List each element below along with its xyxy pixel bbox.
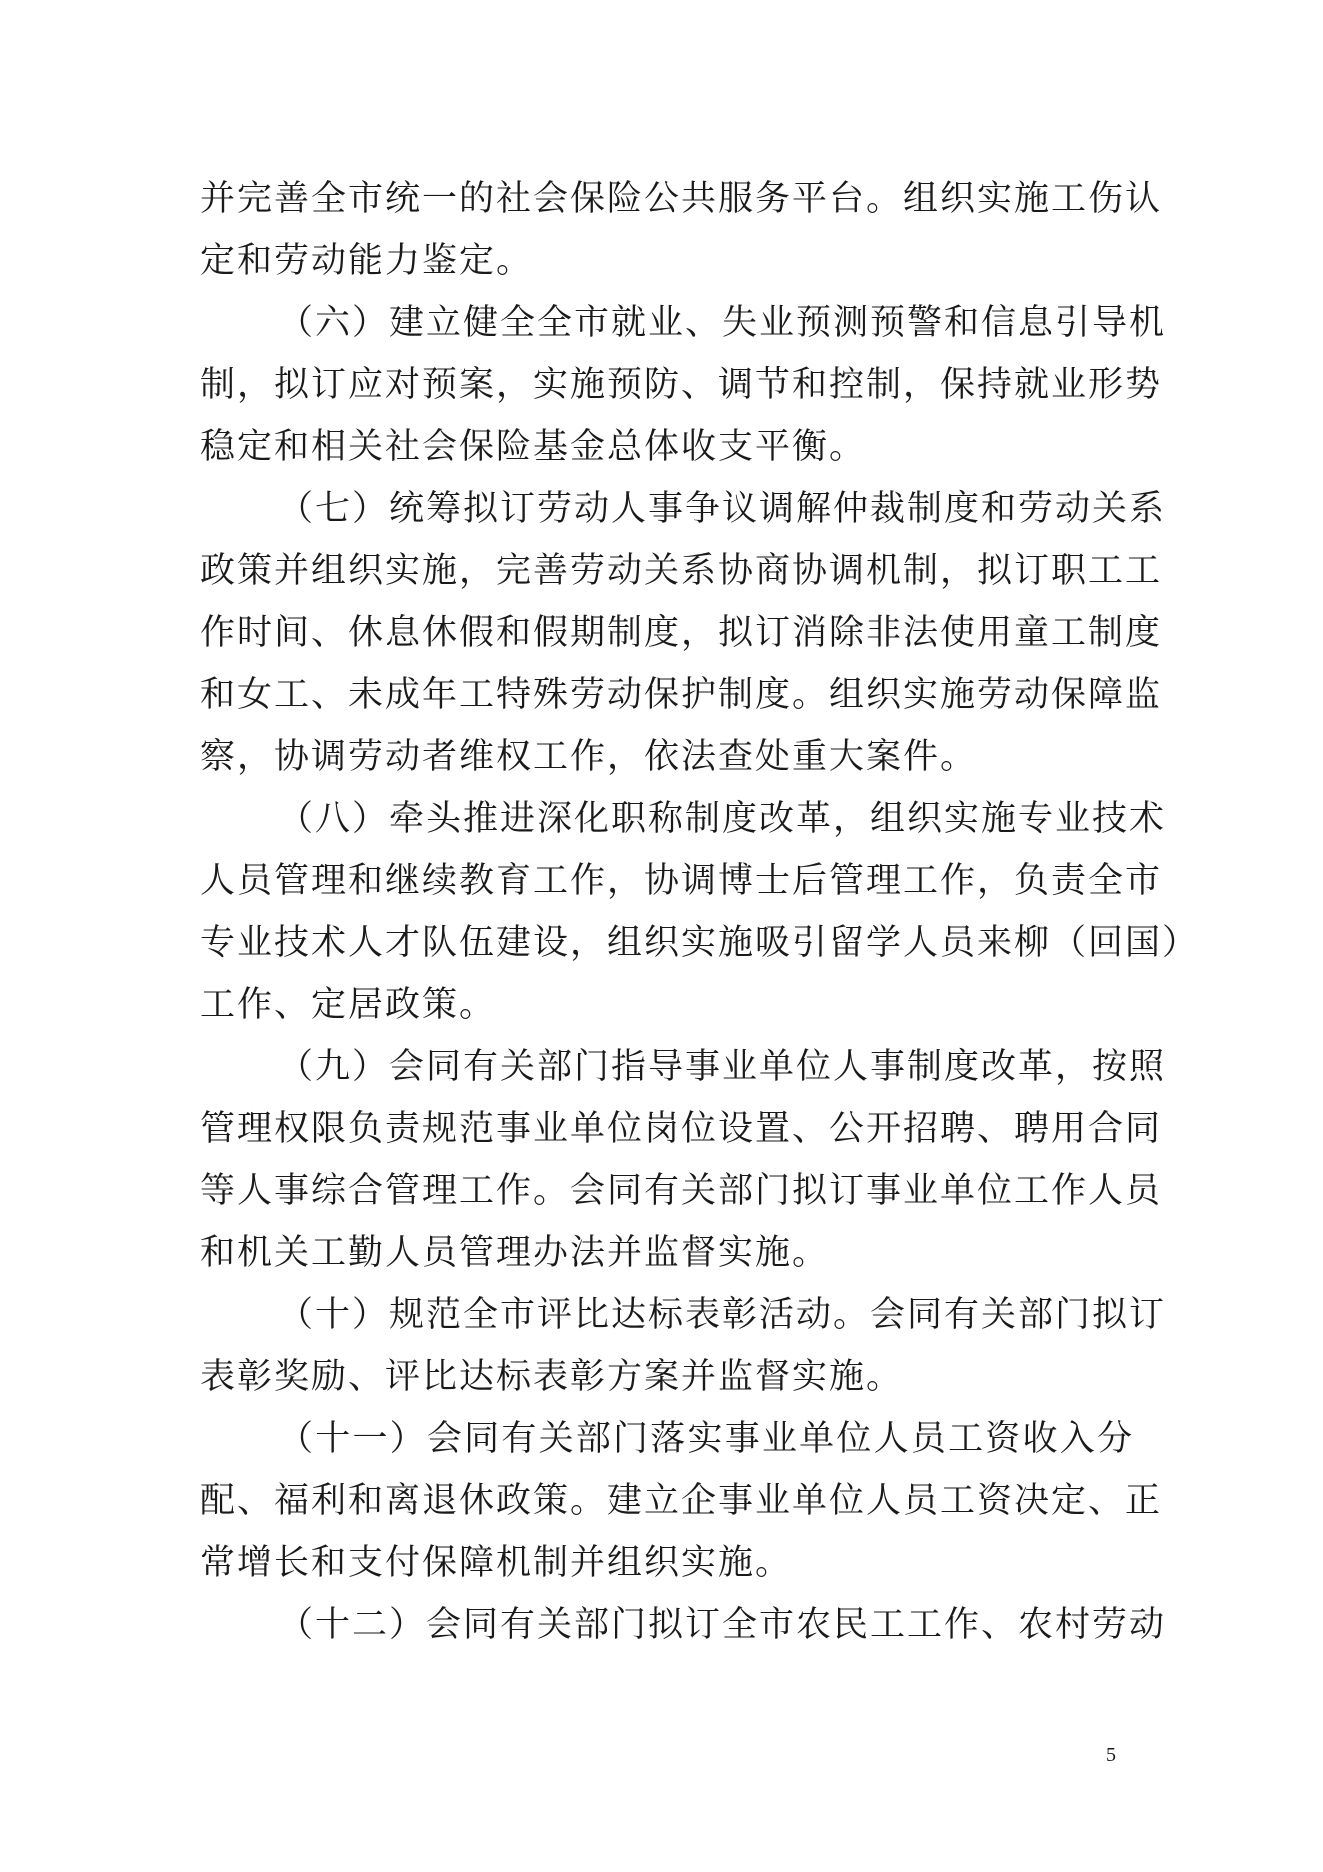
- text-line: 专业技术人才队伍建设，组织实施吸引留学人员来柳（回国）: [200, 923, 1200, 963]
- text-line: 和机关工勤人员管理办法并监督实施。: [200, 1233, 830, 1273]
- text-line: 政策并组织实施，完善劳动关系协商协调机制，拟订职工工: [200, 551, 1163, 591]
- text-line: 察，协调劳动者维权工作，依法查处重大案件。: [200, 737, 978, 777]
- text-line: 定和劳动能力鉴定。: [200, 241, 534, 281]
- text-line: 配、福利和离退休政策。建立企事业单位人员工资决定、正: [200, 1481, 1163, 1521]
- paragraph-start-line: （十）规范全市评比达标表彰活动。会同有关部门拟订: [278, 1295, 1167, 1335]
- paragraph-start-line: （六）建立健全全市就业、失业预测预警和信息引导机: [278, 303, 1167, 343]
- paragraph-start-line: （九）会同有关部门指导事业单位人事制度改革，按照: [278, 1047, 1167, 1087]
- paragraph-start-line: （七）统筹拟订劳动人事争议调解仲裁制度和劳动关系: [278, 489, 1167, 529]
- text-line: 和女工、未成年工特殊劳动保护制度。组织实施劳动保障监: [200, 675, 1163, 715]
- text-line: 工作、定居政策。: [200, 985, 497, 1025]
- paragraph-start-line: （十一）会同有关部门落实事业单位人员工资收入分: [278, 1419, 1134, 1459]
- text-line: 制，拟订应对预案，实施预防、调节和控制，保持就业形势: [200, 365, 1163, 405]
- text-line: 管理权限负责规范事业单位岗位设置、公开招聘、聘用合同: [200, 1109, 1163, 1149]
- text-line: 人员管理和继续教育工作，协调博士后管理工作，负责全市: [200, 861, 1163, 901]
- text-line: 作时间、休息休假和假期制度，拟订消除非法使用童工制度: [200, 613, 1163, 653]
- body-text: [200, 168, 1200, 1656]
- paragraph-start-line: （八）牵头推进深化职称制度改革，组织实施专业技术: [278, 799, 1167, 839]
- text-line: 稳定和相关社会保险基金总体收支平衡。: [200, 427, 867, 467]
- page-number: 5: [1106, 1744, 1116, 1766]
- text-line: 等人事综合管理工作。会同有关部门拟订事业单位工作人员: [200, 1171, 1163, 1211]
- text-line: 常增长和支付保障机制并组织实施。: [200, 1543, 793, 1583]
- text-line: 并完善全市统一的社会保险公共服务平台。组织实施工伤认: [200, 179, 1163, 219]
- text-line: 表彰奖励、评比达标表彰方案并监督实施。: [200, 1357, 904, 1397]
- paragraph-start-line: （十二）会同有关部门拟订全市农民工工作、农村劳动: [278, 1605, 1167, 1645]
